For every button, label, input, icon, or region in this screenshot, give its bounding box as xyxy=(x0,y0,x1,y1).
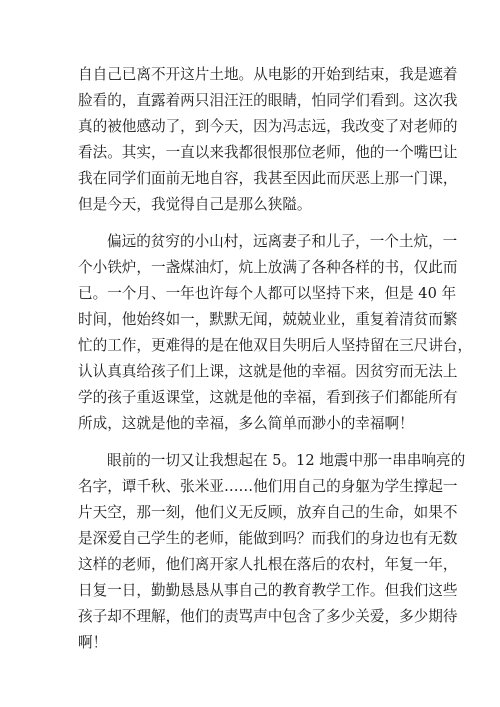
text-line: 时间，他始终如一，默默无闻，兢兢业业，重复着清贫而繁 xyxy=(78,311,458,328)
text-line: 看法。其实，一直以来我都很恨那位老师，他的一个嘴巴让 xyxy=(78,144,458,161)
text-line: 孩子却不理解，他们的责骂声中包含了多少关爱，多少期待 xyxy=(78,608,458,625)
paragraph-2 xyxy=(78,229,473,437)
text-line: 自自己已离不开这片土地。从电影的开始到结束，我是遮着 xyxy=(78,66,458,83)
text-line: 但是今天，我觉得自己是那么狭隘。 xyxy=(78,196,312,213)
text-line: 真的被他感动了，到今天，因为冯志远，我改变了对老师的 xyxy=(78,118,458,135)
text-line: 是深爱自己学生的老师，能做到吗？而我们的身边也有无数 xyxy=(78,530,458,547)
text-line: 已。一个月、一年也许每个人都可以坚持下来，但是 40 年 xyxy=(78,285,457,302)
text-line: 眼前的一切又让我想起在 5。12 地震中那一串串响亮的 xyxy=(107,452,466,469)
text-line: 脸看的，直露着两只泪汪汪的眼睛，怕同学们看到。这次我 xyxy=(78,92,458,109)
text-line: 我在同学们面前无地自容，我甚至因此而厌恶上那一门课， xyxy=(78,170,458,187)
text-line: 名字，谭千秋、张米亚……他们用自己的身躯为学生撑起一 xyxy=(78,478,458,495)
text-line: 学的孩子重返课堂，这就是他的幸福，看到孩子们都能所有 xyxy=(78,389,458,406)
text-line: 忙的工作，更难得的是在他双目失明后人坚持留在三尺讲台， xyxy=(78,337,473,354)
text-line: 片天空，那一刻，他们义无反顾，放弃自己的生命，如果不 xyxy=(78,504,458,521)
text-line: 这样的老师，他们离开家人扎根在落后的农村，年复一年， xyxy=(78,556,458,573)
text-line: 所成，这就是他的幸福，多么简单而渺小的幸福啊！ xyxy=(78,415,414,432)
text-line: 啊！ xyxy=(78,634,108,651)
body-text xyxy=(78,62,473,656)
text-line: 个小铁炉，一盏煤油灯，炕上放满了各种各样的书，仅此而 xyxy=(78,259,458,276)
paragraph-1 xyxy=(78,62,458,218)
text-line: 认认真真给孩子们上课，这就是他的幸福。因贫穷而无法上 xyxy=(78,363,458,380)
text-line: 偏远的贫穷的小山村，远离妻子和儿子，一个土炕，一 xyxy=(107,233,458,250)
paragraph-3 xyxy=(78,448,466,656)
text-line: 日复一日，勤勤恳恳从事自己的教育教学工作。但我们这些 xyxy=(78,582,458,599)
